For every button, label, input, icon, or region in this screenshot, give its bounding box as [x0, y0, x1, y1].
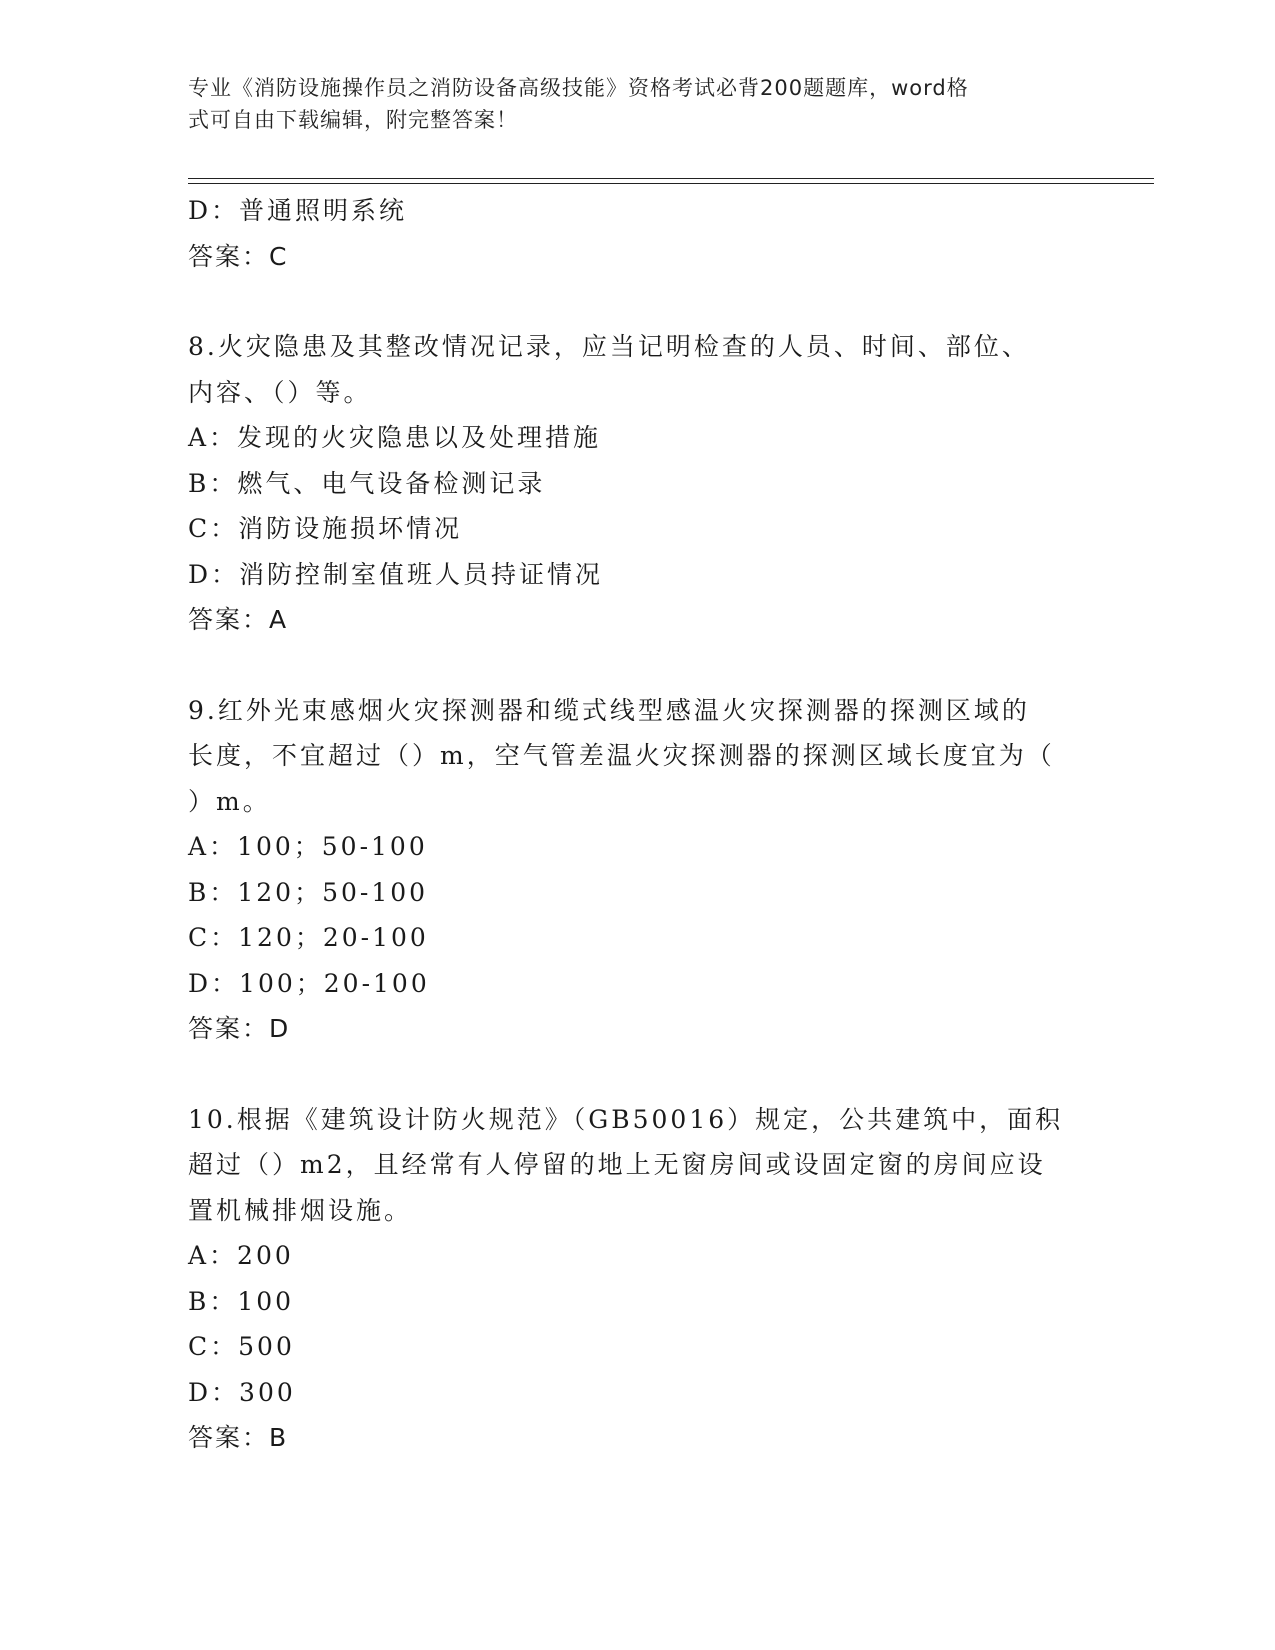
- question-stem-line: 8.火灾隐患及其整改情况记录，应当记明检查的人员、时间、部位、: [188, 332, 1030, 361]
- header-divider-top: [188, 178, 1154, 179]
- page-header: [188, 72, 1068, 136]
- header-divider-bottom: [188, 183, 1154, 184]
- question-7-tail: [188, 188, 1088, 279]
- answer-line: 答案：A: [188, 605, 289, 634]
- option-d: D：普通照明系统: [188, 196, 408, 225]
- question-stem-line: 内容、（）等。: [188, 377, 372, 407]
- option-a: A：100；50-100: [188, 832, 428, 861]
- option-b: B：100: [188, 1286, 295, 1316]
- answer-line: 答案：B: [188, 1423, 289, 1452]
- question-list: [188, 188, 1088, 1461]
- option-c: C：120；20-100: [188, 923, 429, 952]
- spacer: [188, 1052, 1088, 1097]
- option-c: C：消防设施损坏情况: [188, 514, 463, 543]
- header-line-2: 式可自由下载编辑，附完整答案！: [188, 108, 518, 132]
- option-d: D：消防控制室值班人员持证情况: [188, 559, 604, 589]
- answer-line: 答案：C: [188, 241, 289, 271]
- question-stem-line: 超过（）m2，且经常有人停留的地上无窗房间或设固定窗的房间应设: [188, 1150, 1046, 1179]
- option-b: B：120；50-100: [188, 877, 429, 907]
- question-9: [188, 688, 1088, 1052]
- question-8: [188, 324, 1088, 643]
- option-b: B：燃气、电气设备检测记录: [188, 468, 546, 498]
- spacer: [188, 279, 1088, 324]
- answer-line: 答案：D: [188, 1014, 291, 1043]
- question-stem-line: 置机械排烟设施。: [188, 1195, 413, 1225]
- question-stem-line: 9.红外光束感烟火灾探测器和缆式线型感温火灾探测器的探测区域的: [188, 695, 1030, 725]
- option-a: A：发现的火灾隐患以及处理措施: [188, 423, 602, 452]
- question-stem-line: 10.根据《建筑设计防火规范》（GB50016）规定，公共建筑中，面积: [188, 1104, 1064, 1134]
- question-10: [188, 1097, 1088, 1461]
- option-d: D：100；20-100: [188, 968, 430, 998]
- spacer: [188, 643, 1088, 688]
- option-a: A：200: [188, 1241, 294, 1270]
- question-stem-line: ）m。: [188, 786, 271, 816]
- question-stem-line: 长度，不宜超过（）m，空气管差温火灾探测器的探测区域长度宜为（: [188, 741, 1055, 770]
- option-c: C：500: [188, 1332, 295, 1361]
- option-d: D：300: [188, 1377, 296, 1407]
- header-line-1: 专业《消防设施操作员之消防设备高级技能》资格考试必背200题题库，word格: [188, 76, 969, 100]
